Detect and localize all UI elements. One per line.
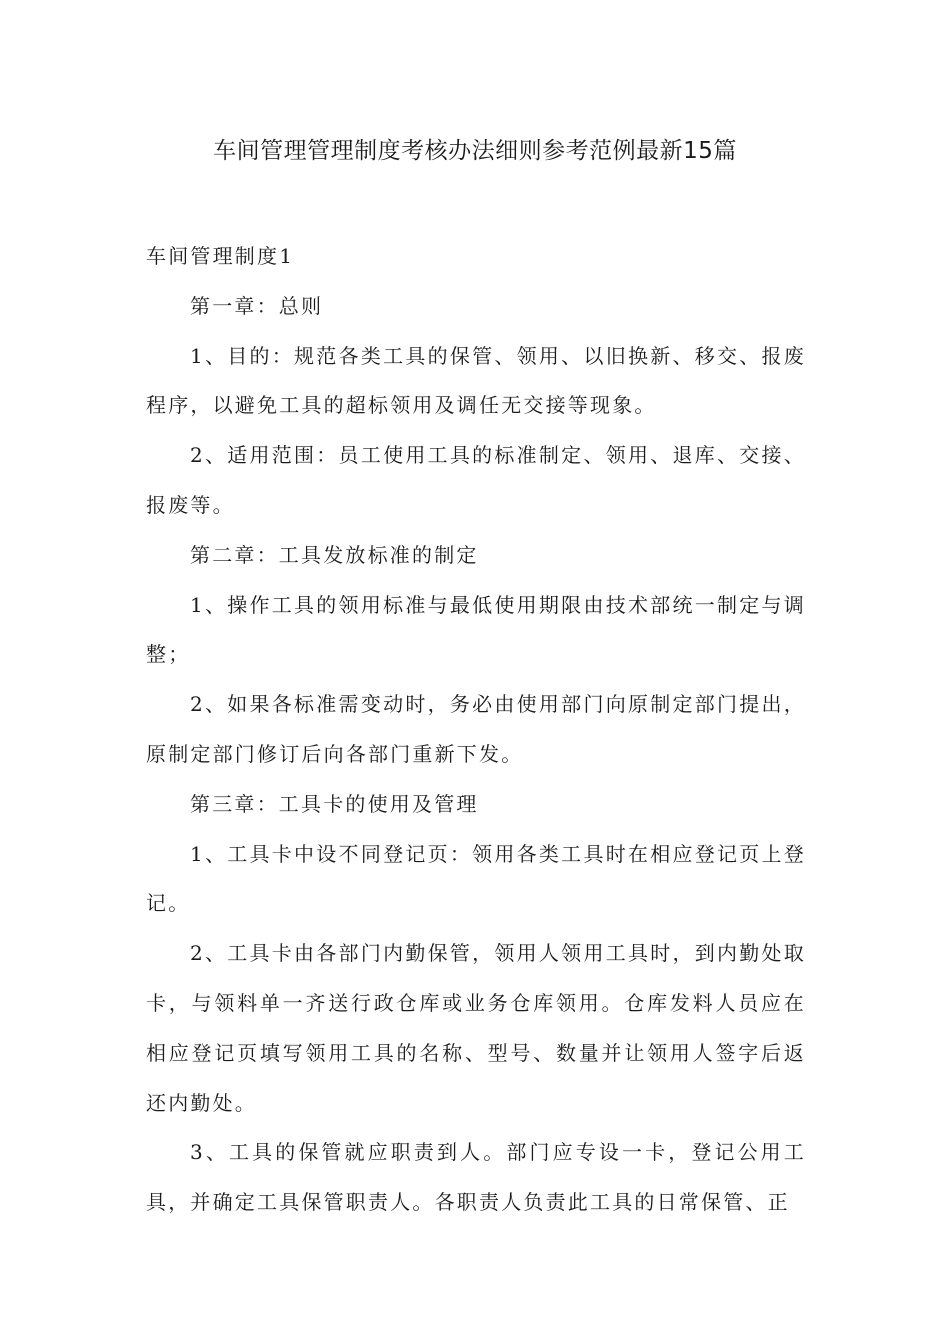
paragraph: 3、工具的保管就应职责到人。部门应专设一卡，登记公用工具，并确定工具保管职责人。各职责人负责此工具的日常保管、正 xyxy=(146,1140,806,1215)
chapter-heading: 第二章：工具发放标准的制定 xyxy=(190,542,479,567)
section-heading: 车间管理制度1 xyxy=(146,244,295,268)
chapter-heading: 第一章：总则 xyxy=(190,293,324,318)
paragraph: 1、工具卡中设不同登记页：领用各类工具时在相应登记页上登记。 xyxy=(146,841,806,916)
paragraph: 1、目的：规范各类工具的保管、领用、以旧换新、移交、报废程序，以避免工具的超标领用及调任无交接等现象。 xyxy=(146,343,806,418)
chapter-heading: 第三章：工具卡的使用及管理 xyxy=(190,791,479,816)
paragraph: 2、如果各标准需变动时，务必由使用部门向原制定部门提出，原制定部门修订后向各部门重新下发。 xyxy=(146,692,806,766)
document-body xyxy=(146,232,806,1228)
paragraph: 2、适用范围：员工使用工具的标准制定、领用、退库、交接、报废等。 xyxy=(146,443,806,517)
paragraph: 2、工具卡由各部门内勤保管，领用人领用工具时，到内勤处取卡，与领料单一齐送行政仓库或业务仓库领用。仓库发料人员应在相应登记页填写领用工具的名称、型号、数量并让领用人签字后返还内勤处。 xyxy=(146,941,806,1115)
paragraph: 1、操作工具的领用标准与最低使用期限由技术部统一制定与调整； xyxy=(146,592,806,667)
document-title: 车间管理管理制度考核办法细则参考范例最新15篇 xyxy=(213,138,737,164)
